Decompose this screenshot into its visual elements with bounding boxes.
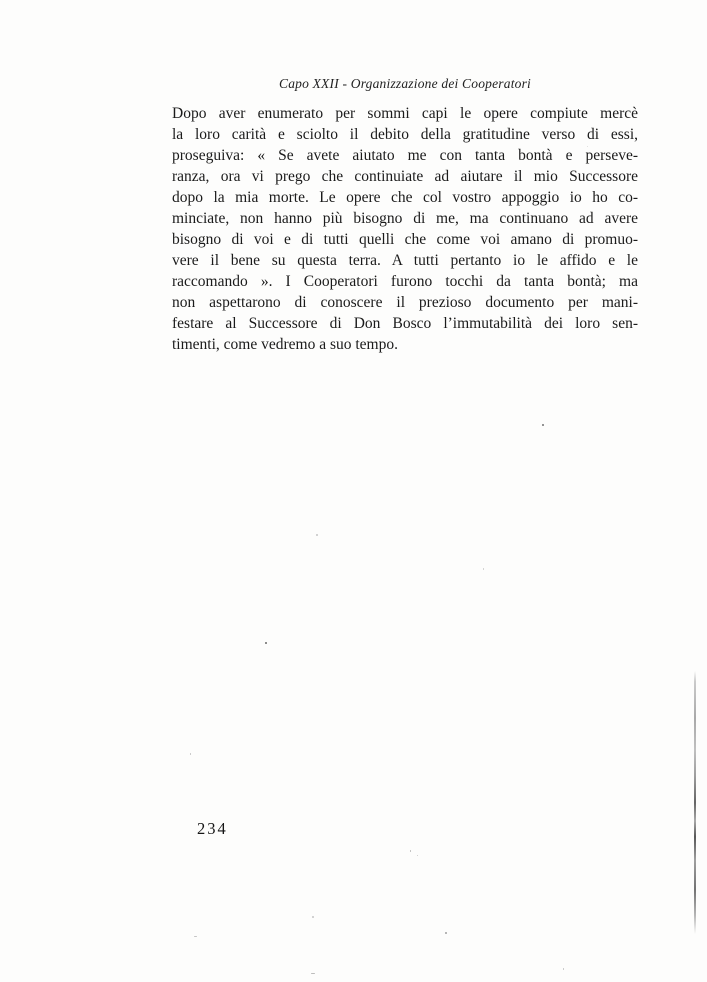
scan-speck xyxy=(445,932,447,934)
scan-speck xyxy=(587,146,588,147)
scan-speck xyxy=(265,642,267,644)
scan-speck xyxy=(194,936,197,937)
running-header: Capo XXII - Organizzazione dei Cooperatori xyxy=(278,76,531,91)
scan-speck xyxy=(410,850,411,852)
body-paragraph xyxy=(172,103,638,355)
scan-speck xyxy=(542,424,544,426)
scan-speck xyxy=(563,968,564,970)
scan-speck xyxy=(417,855,418,856)
scan-speck xyxy=(312,916,314,918)
text-line: non aspettarono di conoscere il prezioso documento per mani- xyxy=(172,294,638,311)
text-line: timenti, come vedremo a suo tempo. xyxy=(172,336,398,353)
text-line: raccomando ». I Cooperatori furono tocchi da tanta bontà; ma xyxy=(172,273,638,290)
text-line: Dopo aver enumerato per sommi capi le opere compiute mercè xyxy=(172,105,638,122)
scan-speck xyxy=(316,534,318,536)
text-line: bisogno di voi e di tutti quelli che come voi amano di promuo- xyxy=(172,231,638,248)
scan-edge-line-artifact xyxy=(694,671,696,934)
text-line: festare al Successore di Don Bosco l’immutabilità dei loro sen- xyxy=(172,315,638,332)
text-line: minciate, non hanno più bisogno di me, ma continuano ad avere xyxy=(172,210,638,227)
scan-speck xyxy=(311,973,315,974)
scan-speck xyxy=(483,568,484,570)
text-line: ranza, ora vi prego che continuiate ad aiutare il mio Successore xyxy=(172,168,638,185)
text-line: dopo la mia morte. Le opere che col vostro appoggio io ho co- xyxy=(172,189,638,206)
page-number: 234 xyxy=(197,819,228,838)
scan-speck xyxy=(190,753,191,755)
text-line: vere il bene su questa terra. A tutti pertanto io le affido e le xyxy=(172,252,638,269)
text-line: proseguiva: « Se avete aiutato me con tanta bontà e perseve- xyxy=(172,147,638,164)
text-line: la loro carità e sciolto il debito della gratitudine verso di essi, xyxy=(172,126,638,143)
